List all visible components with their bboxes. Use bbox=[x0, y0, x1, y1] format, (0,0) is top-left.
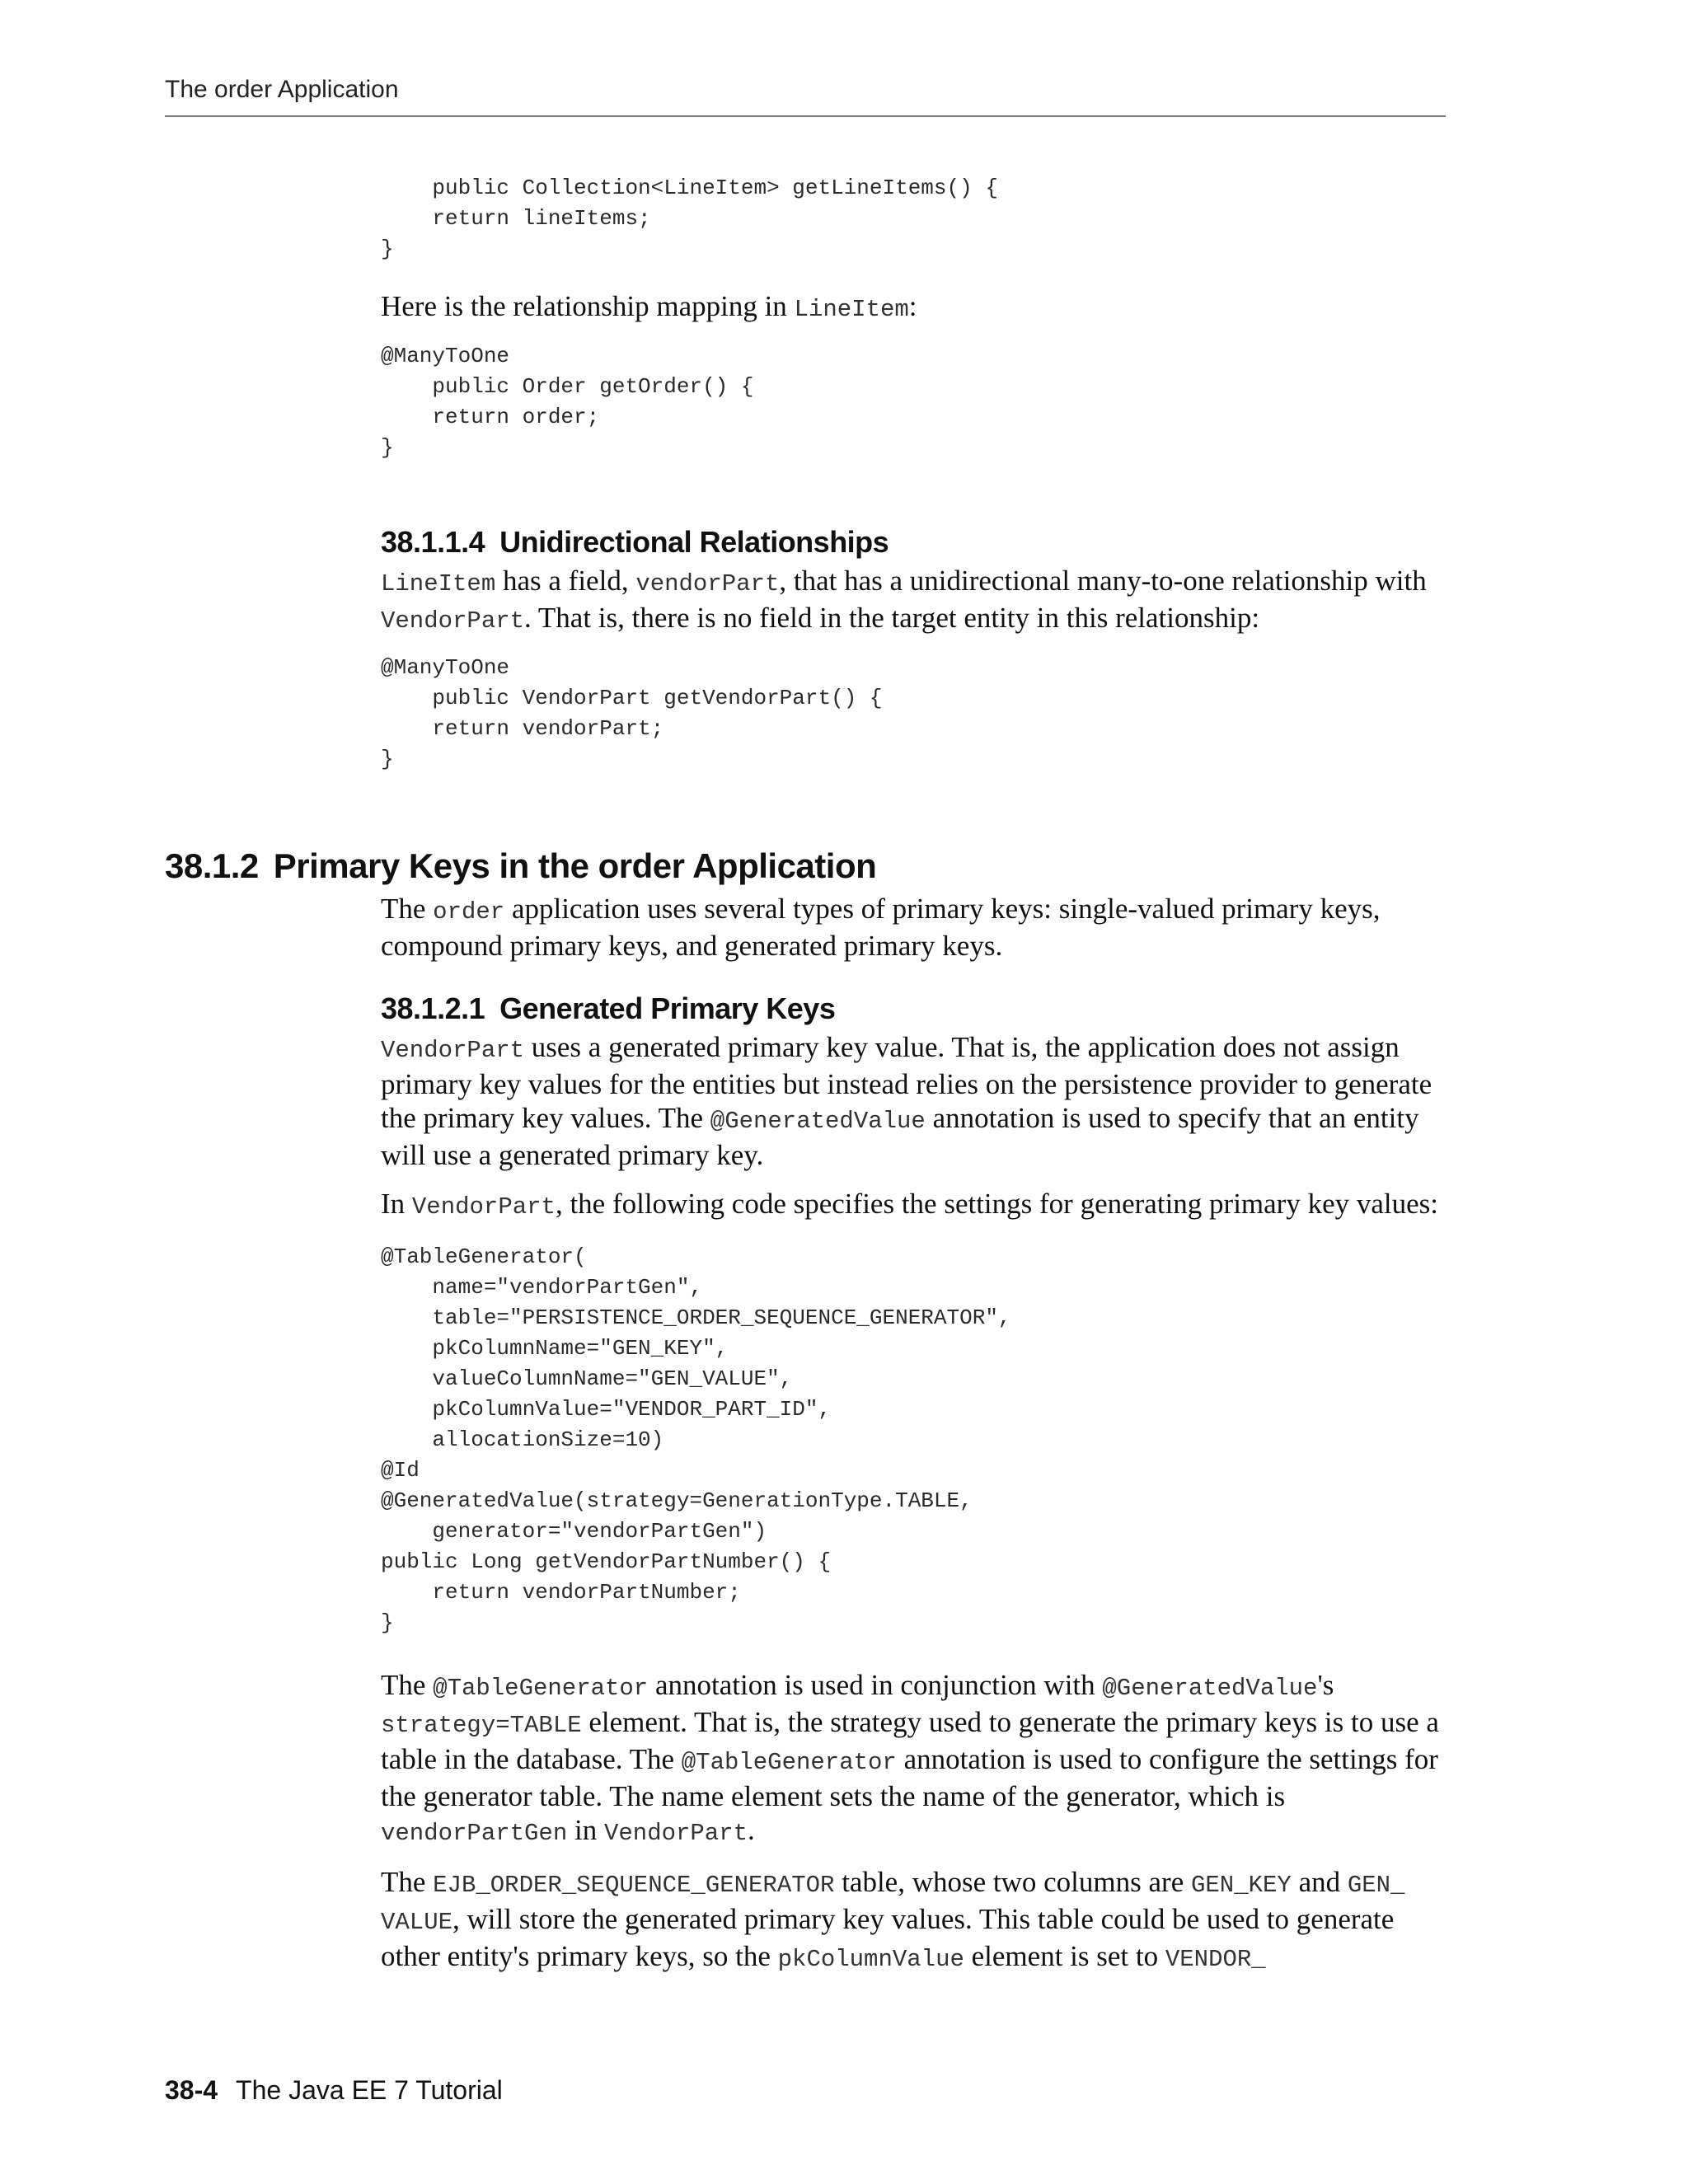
page-footer bbox=[165, 2075, 503, 2106]
page-content bbox=[165, 173, 1446, 1976]
book-title: The Java EE 7 Tutorial bbox=[236, 2075, 503, 2105]
header-rule bbox=[165, 115, 1446, 117]
section-heading-generated-keys: 38.1.2.1 Generated Primary Keys bbox=[381, 991, 836, 1025]
paragraph-lineitem-mapping: Here is the relationship mapping in LineItem: bbox=[381, 290, 917, 323]
paragraph-unidirectional: LineItem has a field, vendorPart, that has a unidirectional many-to-one relationship with VendorPart. That is, there is no field in the target entity in this relationship: bbox=[381, 565, 1427, 635]
paragraph-sequence-generator: The EJB_ORDER_SEQUENCE_GENERATOR table, whose two columns are GEN_KEY and GEN_ VALUE, will store the generated primary key values. This table could be used to generate other entity's primary keys, so the pkColumnValue element is set to VENDOR_ bbox=[381, 1866, 1405, 1973]
code-block-getvendorpart: @ManyToOne public VendorPart getVendorPart() { return vendorPart; } bbox=[381, 655, 883, 771]
paragraph-tablegenerator: The @TableGenerator annotation is used in conjunction with @GeneratedValue's strategy=TABLE element. That is, the strategy used to generate the primary keys is to use a table in the database. The @TableGenerator annotation is used to configure the settings for the generator table. The name element sets the name of the generator, which is vendorPartGen in VendorPart. bbox=[381, 1669, 1439, 1847]
paragraph-generated-keys: VendorPart uses a generated primary key value. That is, the application does not assign primary key values for the entities but instead relies on the persistence provider to generate the primary key values. The @GeneratedValue annotation is used to specify that an entity will use a generated primary key. bbox=[381, 1031, 1432, 1171]
code-block-getlineitems: public Collection<LineItem> getLineItems() { return lineItems; } bbox=[381, 176, 998, 261]
page-number: 38-4 bbox=[165, 2075, 218, 2105]
paragraph-vendorpart-settings: In VendorPart, the following code specifies the settings for generating primary key values: bbox=[381, 1188, 1439, 1221]
running-header: The order Application bbox=[165, 76, 399, 103]
section-heading-primary-keys: 38.1.2 Primary Keys in the order Application bbox=[165, 846, 877, 885]
paragraph-primary-keys: The order application uses several types of primary keys: single-valued primary keys, compound primary keys, and generated primary keys. bbox=[381, 893, 1381, 962]
code-block-getorder: @ManyToOne public Order getOrder() { return order; } bbox=[381, 344, 754, 460]
code-block-tablegenerator: @TableGenerator( name="vendorPartGen", table="PERSISTENCE_ORDER_SEQUENCE_GENERATOR", pkColumnName="GEN_KEY", valueColumnName="GEN_VALUE", pkColumnValue="VENDOR_PART_ID", allocationSize=10) @Id @GeneratedValue(strategy=GenerationType.TABLE, generator="vendorPartGen") public Long getVendorPartNumber() { return vendorPartNumber; } bbox=[381, 1244, 1011, 1635]
section-heading-unidirectional: 38.1.1.4 Unidirectional Relationships bbox=[381, 525, 889, 559]
